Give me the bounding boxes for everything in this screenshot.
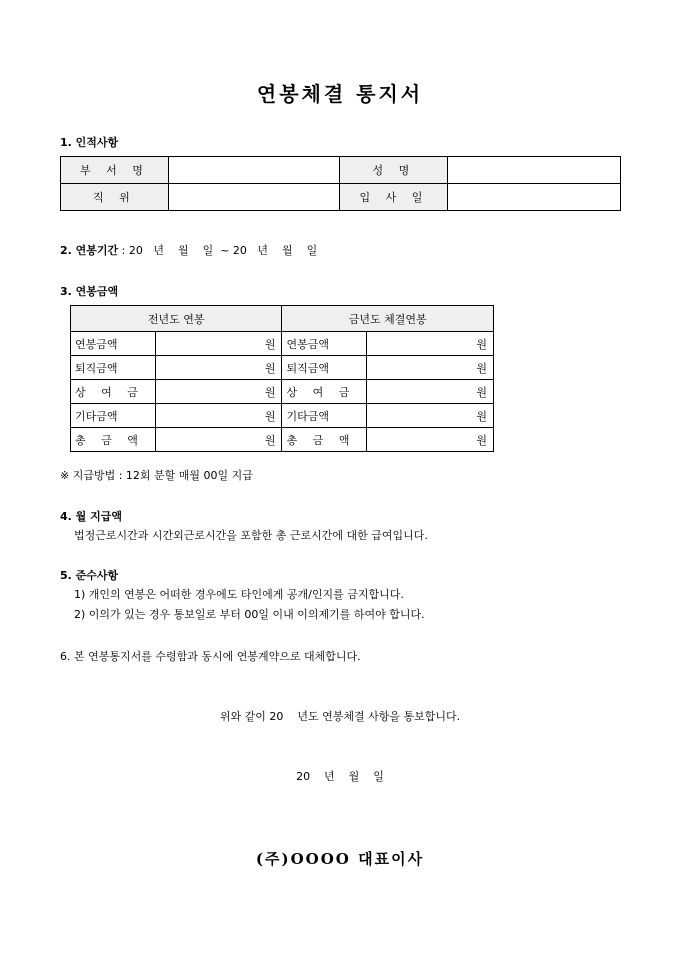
section4-heading: 4. 월 지급액 (60, 510, 122, 523)
prev-amount: 원 (155, 356, 282, 380)
curr-category: 상 여 금 (282, 380, 367, 404)
closing-statement: 위와 같이 20 년도 연봉체결 사항을 통보합니다. (219, 710, 461, 723)
curr-year-header: 금년도 체결연봉 (282, 306, 494, 332)
contract-period-text: : 20 년 월 일 ~ 20 년 월 일 (118, 244, 318, 257)
curr-category: 연봉금액 (282, 332, 367, 356)
prev-category: 총 금 액 (71, 428, 156, 452)
dept-value (168, 157, 340, 184)
join-date-value (448, 184, 621, 211)
prev-year-header: 전년도 연봉 (71, 306, 282, 332)
prev-amount: 원 (155, 404, 282, 428)
payment-note: ※ 지급방법 : 12회 분할 매월 00일 지급 (60, 469, 253, 482)
table-row (71, 332, 494, 356)
monthly-pay-text: 법정근로시간과 시간외근로시간을 포함한 총 근로시간에 대한 급여입니다. (74, 529, 428, 542)
signature: (주)OOOO 대표이사 (255, 850, 425, 868)
table-row (71, 356, 494, 380)
table-row (71, 428, 494, 452)
personal-info-table (60, 156, 621, 211)
position-label: 직 위 (61, 184, 169, 211)
salary-table (70, 305, 494, 452)
join-date-label: 입 사 일 (340, 184, 448, 211)
dept-label: 부 서 명 (61, 157, 169, 184)
prev-amount: 원 (155, 332, 282, 356)
section2-heading: 2. 연봉기간 (60, 244, 119, 257)
issue-date: 20 년 월 일 (296, 770, 384, 783)
name-label: 성 명 (340, 157, 448, 184)
table-row (71, 380, 494, 404)
prev-category: 기타금액 (71, 404, 156, 428)
prev-category: 연봉금액 (71, 332, 156, 356)
curr-amount: 원 (367, 356, 494, 380)
section5-heading: 5. 준수사항 (60, 569, 119, 582)
prev-category: 퇴직금액 (71, 356, 156, 380)
curr-category: 기타금액 (282, 404, 367, 428)
name-value (448, 157, 621, 184)
position-value (168, 184, 340, 211)
contract-period (60, 242, 317, 258)
section6-text: 6. 본 연봉통지서를 수령함과 동시에 연봉계약으로 대체합니다. (60, 650, 361, 663)
compliance-item-1: 1) 개인의 연봉은 어떠한 경우에도 타인에게 공개/인지를 금지합니다. (74, 588, 404, 601)
table-row (71, 404, 494, 428)
prev-category: 상 여 금 (71, 380, 156, 404)
curr-category: 총 금 액 (282, 428, 367, 452)
document-title: 연봉체결 통지서 (256, 82, 424, 106)
curr-amount: 원 (367, 428, 494, 452)
curr-amount: 원 (367, 404, 494, 428)
curr-amount: 원 (367, 380, 494, 404)
compliance-item-2: 2) 이의가 있는 경우 통보일로 부터 00일 이내 이의제기를 하여야 합니다. (74, 608, 425, 621)
prev-amount: 원 (155, 428, 282, 452)
prev-amount: 원 (155, 380, 282, 404)
curr-category: 퇴직금액 (282, 356, 367, 380)
section3-heading: 3. 연봉금액 (60, 285, 119, 298)
section1-heading: 1. 인적사항 (60, 136, 119, 149)
curr-amount: 원 (367, 332, 494, 356)
